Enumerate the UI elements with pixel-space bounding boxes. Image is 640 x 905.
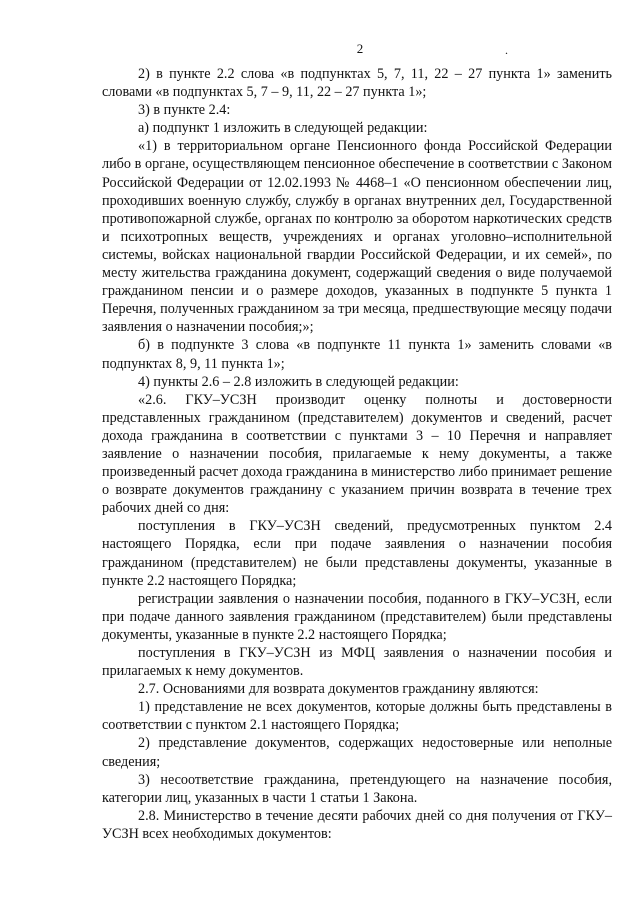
page-number: 2 [356, 41, 364, 56]
scan-dot: . [505, 43, 508, 57]
paragraph: 1) представление не всех документов, которые должны быть представлены в соответствии с пунктом 2.1 настоящего Порядка; [102, 699, 612, 734]
paragraph: 3) несоответствие гражданина, претендующего на назначение пособия, категории лиц, указанных в части 1 статьи 1 Закона. [102, 771, 612, 806]
paragraph: «2.6. ГКУ–УСЗН производит оценку полноты и достоверности представленных гражданином (представителем) документов и сведений, расчет дохода гражданина в соответствии с пунктами 3 – 10 Перечня и направляет заявление о назначении пособия, прилагаемые к нему документы, а также произведенный расчет дохода гражданина в министерство либо принимает решение о возврате документов гражданину с указанием причин возврата в течение трех рабочих дней со дня: [102, 391, 613, 517]
paragraph: 3) в пункте 2.4: [138, 102, 231, 119]
paragraph: 2.7. Основаниями для возврата документов гражданину являются: [138, 681, 539, 698]
paragraph: 2) представление документов, содержащих недостоверные или неполные сведения; [102, 735, 612, 770]
paragraph: б) в подпункте 3 слова «в подпункте 11 пункта 1» заменить словами «в подпунктах 8, 9, 11 пункта 1»; [102, 337, 612, 372]
paragraph: поступления в ГКУ–УСЗН из МФЦ заявления о назначении пособия и прилагаемых к нему документов. [102, 645, 612, 680]
paragraph: 4) пункты 2.6 – 2.8 изложить в следующей редакции: [138, 373, 459, 390]
paragraph: 2) в пункте 2.2 слова «в подпунктах 5, 7, 11, 22 – 27 пункта 1» заменить словами «в подпунктах 5, 7 – 9, 11, 22 – 27 пункта 1»; [102, 66, 612, 101]
paragraph: «1) в территориальном органе Пенсионного фонда Российской Федерации либо в органе, осуществляющем пенсионное обеспечение в соответствии с Законом Российской Федерации от 12.02.1993 № 4468–1 «О пенсионном обеспечении лиц, проходивших военную службу, службу в органах внутренних дел, Государственной противопожарной службе, органах по контролю за оборотом наркотических средств и психотропных веществ, учреждениях и органах уголовно–исполнительной системы, войсках национальной гвардии Российской Федерации, и их семей», по месту жительства гражданина документ, содержащий сведения о виде получаемой гражданином пенсии и о размере доходов, указанных в подпункте 5 пункта 1 Перечня, полученных гражданином за три месяца, предшествующие месяцу подачи заявления о назначении пособия;»; [102, 138, 612, 336]
document-body [102, 65, 612, 843]
paragraph: поступления в ГКУ–УСЗН сведений, предусмотренных пунктом 2.4 настоящего Порядка, если при подаче заявления о назначении пособия гражданином (представителем) не были представлены документы, указанные в пункте 2.2 настоящего Порядка; [102, 518, 612, 589]
paragraph: 2.8. Министерство в течение десяти рабочих дней со дня получения от ГКУ–УСЗН всех необходимых документов: [102, 807, 612, 842]
paragraph: а) подпункт 1 изложить в следующей редакции: [138, 120, 428, 137]
paragraph: регистрации заявления о назначении пособия, поданного в ГКУ–УСЗН, если при подаче данного заявления гражданином (представителем) были представлены документы, указанные в пункте 2.2 настоящего Порядка; [102, 590, 612, 643]
